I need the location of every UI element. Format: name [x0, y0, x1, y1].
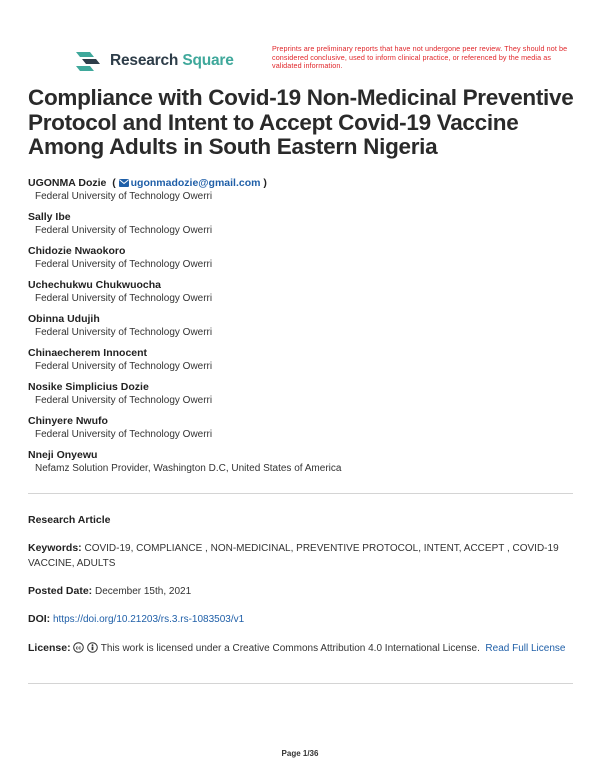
doi-section	[28, 612, 576, 628]
keywords-section	[28, 541, 576, 571]
author-affiliation: Federal University of Technology Owerri	[35, 327, 213, 338]
read-full-license-link[interactable]: Read Full License	[485, 643, 566, 654]
author-name: UGONMA Dozie	[28, 177, 107, 189]
page-number: Page 1/36	[281, 749, 319, 758]
article-type-label: Research Article	[28, 514, 111, 526]
author-name: Chinaecherem Innocent	[28, 347, 148, 359]
preprint-notice: Preprints are preliminary reports that have not undergone peer review. They should not be considered conclusive, used to inform clinical practice, or referenced by the media as validated information.	[272, 44, 568, 71]
author-name: Nosike Simplicius Dozie	[28, 381, 149, 393]
article-type	[28, 513, 576, 529]
divider-bottom	[28, 683, 573, 684]
author-entry	[28, 448, 578, 482]
author-affiliation: Federal University of Technology Owerri	[35, 293, 213, 304]
author-name: Nneji Onyewu	[28, 449, 98, 461]
corresponding-email: ugonmadozie@gmail.com	[130, 177, 261, 189]
posted-date-section	[28, 584, 576, 600]
author-entry	[28, 312, 578, 346]
license-label: License:	[28, 642, 71, 654]
svg-text:cc: cc	[76, 645, 82, 652]
author-name: Uchechukwu Chukwuocha	[28, 279, 162, 291]
author-name: Chidozie Nwaokoro	[28, 245, 126, 257]
envelope-icon	[119, 179, 129, 187]
license-text: This work is licensed under a Creative Commons Attribution 4.0 International License.	[100, 643, 480, 654]
author-entry	[28, 380, 578, 414]
author-entry	[28, 244, 578, 278]
creative-commons-icon	[73, 642, 84, 653]
keywords-text: COVID-19, COMPLIANCE , NON-MEDICINAL, PREVENTIVE PROTOCOL, INTENT, ACCEPT , COVID-19 VACCINE, ADULTS	[28, 543, 559, 569]
author-name: Chinyere Nwufo	[28, 415, 108, 427]
posted-date-label: Posted Date:	[28, 585, 93, 597]
brand-word-research: Research	[110, 52, 179, 69]
author-affiliation: Federal University of Technology Owerri	[35, 225, 213, 236]
divider-top	[28, 493, 573, 494]
author-affiliation: Federal University of Technology Owerri	[35, 361, 213, 372]
brand-word-square: Square	[182, 52, 234, 69]
author-entry	[28, 176, 578, 210]
email-link[interactable]	[119, 177, 261, 189]
author-affiliation: Nefamz Solution Provider, Washington D.C, United States of America	[35, 463, 342, 474]
author-name: Obinna Udujih	[28, 313, 100, 325]
author-affiliation: Federal University of Technology Owerri	[35, 429, 213, 440]
corresponding-email-wrapper: ( ugonmadozie@gmail.com )	[109, 177, 267, 189]
doi-label: DOI:	[28, 613, 51, 625]
keywords-label: Keywords:	[28, 542, 82, 554]
author-list	[28, 176, 578, 482]
brand-header	[74, 46, 234, 76]
author-affiliation: Federal University of Technology Owerri	[35, 191, 213, 202]
author-entry	[28, 414, 578, 448]
author-entry	[28, 346, 578, 380]
author-affiliation: Federal University of Technology Owerri	[35, 395, 213, 406]
author-entry	[28, 278, 578, 312]
posted-date-value: December 15th, 2021	[94, 586, 192, 597]
paper-title: Compliance with Covid-19 Non-Medicinal Preventive Protocol and Intent to Accept Covid-19 Vaccine Among Adults in South Eastern Nigeria	[28, 85, 574, 159]
attribution-icon	[87, 642, 98, 653]
author-name: Sally Ibe	[28, 211, 71, 223]
doi-link[interactable]: https://doi.org/10.21203/rs.3.rs-1083503/v1	[52, 614, 245, 625]
license-section	[28, 641, 576, 657]
brand-name[interactable]	[110, 52, 234, 70]
author-entry	[28, 210, 578, 244]
author-affiliation: Federal University of Technology Owerri	[35, 259, 213, 270]
research-square-logo-icon	[74, 49, 102, 73]
